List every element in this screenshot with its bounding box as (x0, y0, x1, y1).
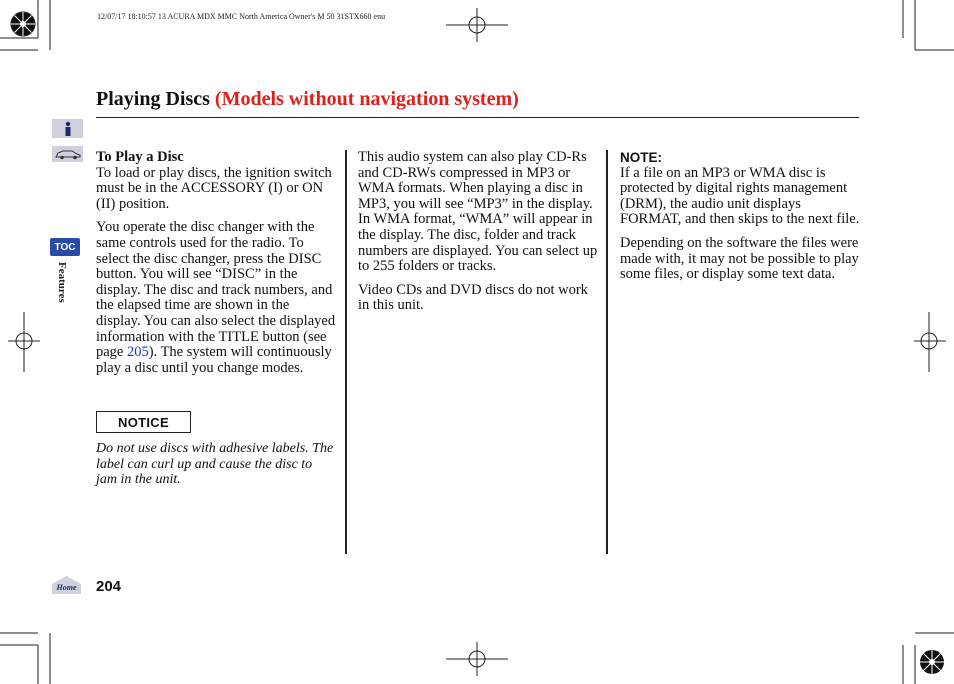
print-metadata: 12/07/17 18:10:57 13 ACURA MDX MMC North America Owner's M 50 31STX660 enu (97, 12, 386, 21)
title-rule (96, 117, 859, 118)
page-number: 204 (96, 578, 122, 595)
column-2 (358, 150, 598, 322)
paragraph: Video CDs and DVD discs do not work in this unit. (358, 281, 588, 314)
page-title (96, 88, 519, 111)
paragraph: This audio system can also play CD-Rs and CD-RWs compressed in MP3 or WMA formats. When playing a disc in MP3, you will see “MP3” in the display. In WMA format, “WMA” will appear in the display. The disc, folder and track numbers are displayed. You can select up to 255 folders or tracks. (358, 149, 598, 275)
paragraph: Depending on the software the files were made with, it may not be possible to play some files, or display some text data. (620, 234, 859, 283)
home-label: Home (56, 583, 77, 592)
page-title-subtitle: (Models without navigation system) (214, 88, 519, 110)
paragraph: To load or play discs, the ignition switch must be in the ACCESSORY (I) or ON (II) position. (96, 164, 332, 212)
page-link[interactable]: 205 (127, 344, 149, 361)
features-tab[interactable]: Features (56, 262, 68, 303)
paragraph: If a file on an MP3 or WMA disc is protected by digital rights management (DRM), the audio unit displays FORMAT, and then skips to the next file. (620, 164, 860, 228)
home-icon[interactable] (50, 574, 83, 596)
notice-label: NOTICE (118, 414, 169, 430)
notice-text: Do not use discs with adhesive labels. The label can curl up and cause the disc to jam in the unit. (96, 441, 334, 488)
column-1 (96, 150, 336, 384)
column-divider (345, 150, 347, 554)
column-3 (620, 150, 860, 291)
column-divider (606, 150, 608, 554)
notice-badge (96, 411, 191, 433)
car-icon[interactable] (52, 146, 83, 162)
note-label: NOTE: (620, 150, 662, 165)
registration-mark-icon (11, 12, 35, 36)
registration-mark-icon (920, 650, 944, 674)
toc-icon[interactable]: TOC (50, 238, 80, 256)
paragraph: You operate the disc changer with the same controls used for the radio. To select the disc changer, press the DISC button. You will see “DISC” in the display. The disc and track numbers, and the elapsed time are shown in the display. You can also select the displayed information with the TITLE button (see page 205). The system will continuously play a disc until you change modes. (96, 219, 336, 376)
page-title-main: Playing Discs (96, 88, 210, 110)
section-heading: To Play a Disc (96, 149, 184, 165)
info-icon[interactable] (52, 119, 83, 138)
